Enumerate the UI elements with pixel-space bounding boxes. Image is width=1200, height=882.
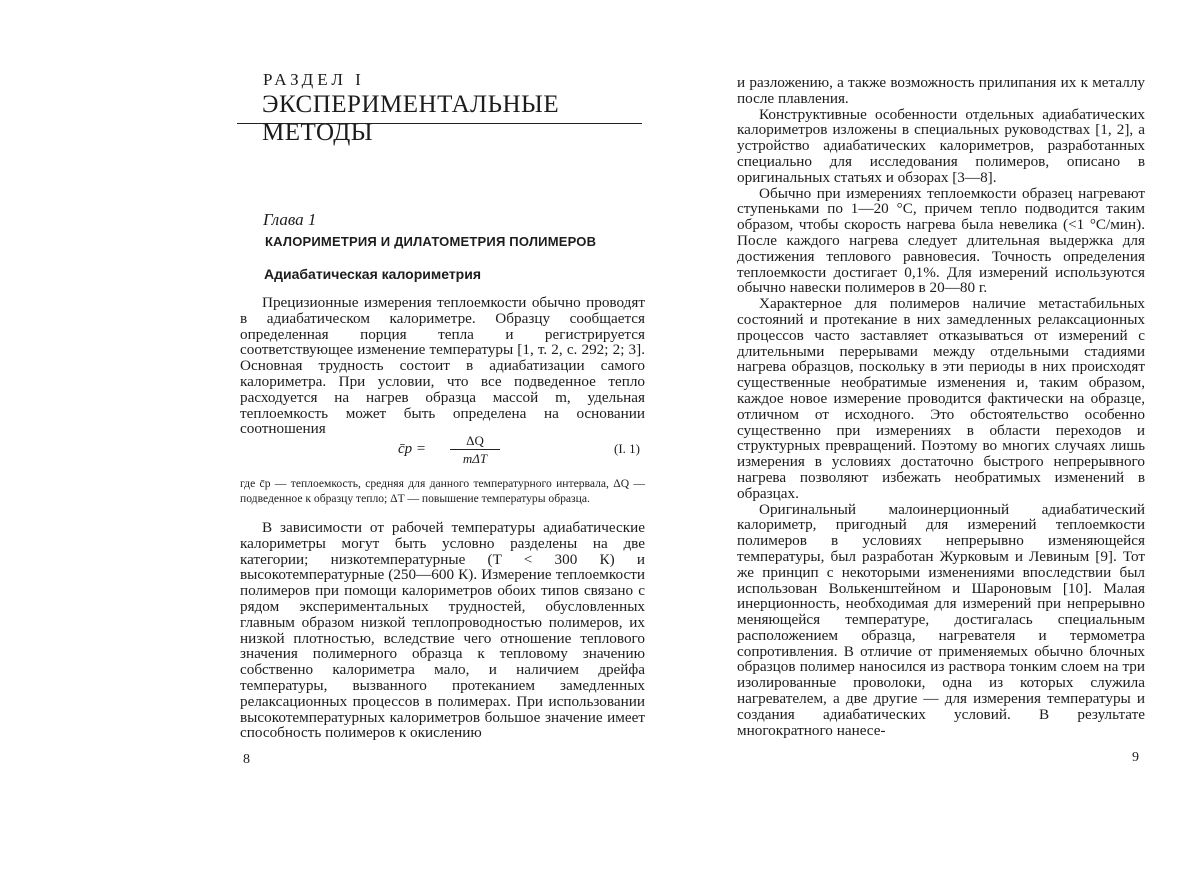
- formula-note: где c̄p — теплоемкость, средняя для данного температурного интервала, ΔQ — подведенное к образцу тепло; ΔT — повышение температуры образца.: [240, 477, 645, 505]
- page-number: 9: [1132, 750, 1139, 765]
- formula-numerator: ΔQ: [466, 433, 484, 448]
- part-title: ЭКСПЕРИМЕНТАЛЬНЫЕ МЕТОДЫ: [262, 91, 560, 146]
- paragraph-text: В зависимости от рабочей температуры адиабатические калориметры могут быть условно разделены на две категории; низкотемпературные (T < 300 К) и высокотемпературные (250—600 К). Измерение теплоемкости полимеров при помощи калориметров обоих типов связано с рядом экспериментальных трудностей, обусловленных главным образом низкой теплопроводностью полимеров, их низкой плотностью, вследствие чего отношение теплового значения полимерного образца к тепловому значению собственно калориметра мало, и наличием дрейфа температуры, вызванного протеканием замедленных релаксационных процессов в полимерах. При использовании высокотемпературных калориметров большое значение имеет способность полимеров к окислению: [240, 519, 645, 742]
- fraction-bar: [450, 449, 500, 450]
- paragraph-intro: [240, 295, 645, 437]
- chapter-label: Глава 1: [263, 210, 317, 229]
- chapter-title: КАЛОРИМЕТРИЯ И ДИЛАТОМЕТРИЯ ПОЛИМЕРОВ: [265, 234, 597, 249]
- paragraph-metastable: Характерное для полимеров наличие метастабильных состояний и протекание в них замедленных релаксационных процессов часто заставляет отказываться от измерений с длительными перерывами между отдельными стадиями нагрева образцов, поскольку в эти периоды в них происходят существенные необратимые изменения и, таким образом, каждое новое измерение проводится фактически на образце, отличном от исходного. Это обстоятельство особенно существенно при измерениях в области переходов и структурных превращений. Поэтому во многих случаях лишь измерения в условиях достаточно быстрого непрерывного нагрева позволяют избежать необратимых изменений в образцах.: [737, 295, 1145, 502]
- paragraph-heating: Обычно при измерениях теплоемкости образец нагревают ступеньками по 1—20 °C, причем тепло подводится таким образом, чтобы скорость нагрева была невелика (<1 °C/мин). После каждого нагрева следует длительная выдержка для достижения теплового равновесия. Точность определения теплоемкости достигает 0,1%. Для измерений используются обычно навески полимеров в 20—80 г.: [737, 184, 1145, 297]
- paragraph-text: Прецизионные измерения теплоемкости обычно проводят в адиабатическом калориметре. Образцу сообщается определенная порция тепла и регистрируется соответствующее изменение температуры [1, т. 2, с. 292; 2; 3]. Основная трудность состоит в адиабатизации самого калориметра. При условии, что все подведенное тепло расходуется на нагрев образца массой m, удельная теплоемкость может быть определена на основании соотношения: [240, 294, 645, 438]
- formula-denominator: mΔT: [462, 451, 488, 466]
- paragraph-continued: и разложению, а также возможность прилипания их к металлу после плавления.: [737, 74, 1145, 107]
- page-number: 8: [243, 752, 250, 767]
- subsection-title: Адиабатическая калориметрия: [264, 266, 482, 282]
- paragraph-original-calorimeter: Оригинальный малоинерционный адиабатический калориметр, пригодный для измерений теплоемкости полимеров в условиях непрерывно изменяющейся температуры, был разработан Журковым и Левиным [9]. Тот же принцип с некоторыми изменениями впоследствии был использован Волькенштейном и Шароновым [10]. Малая инерционность, необходимая для измерений при непрерывно меняющейся температуре, достигалась специальным расположением образца, нагревателя и термометра сопротивления. В отличие от применяемых обычно блочных образцов полимер наносился из раствора тонким слоем на три изолированные проволоки, одна из которых служила нагревателем, а две другие — для измерения температуры и создания адиабатических условий. В результате многократного нанесе-: [737, 500, 1145, 739]
- section-label: РАЗДЕЛ I: [263, 70, 365, 89]
- paragraph-categories: [240, 520, 645, 741]
- right-text-block: [737, 75, 1145, 738]
- paragraph-construction: Конструктивные особенности отдельных адиабатических калориметров изложены в специальных руководствах [1, 2], а устройство адиабатических калориметров, разработанных специально для исследования полимеров, описано в оригинальных статьях и обзорах [3—8].: [737, 105, 1145, 186]
- equation-number: (I. 1): [614, 441, 640, 456]
- formula-lhs: c̄p =: [398, 441, 427, 457]
- formula-fraction: [450, 433, 500, 466]
- right-page: [600, 0, 1200, 882]
- title-rule: [237, 123, 642, 124]
